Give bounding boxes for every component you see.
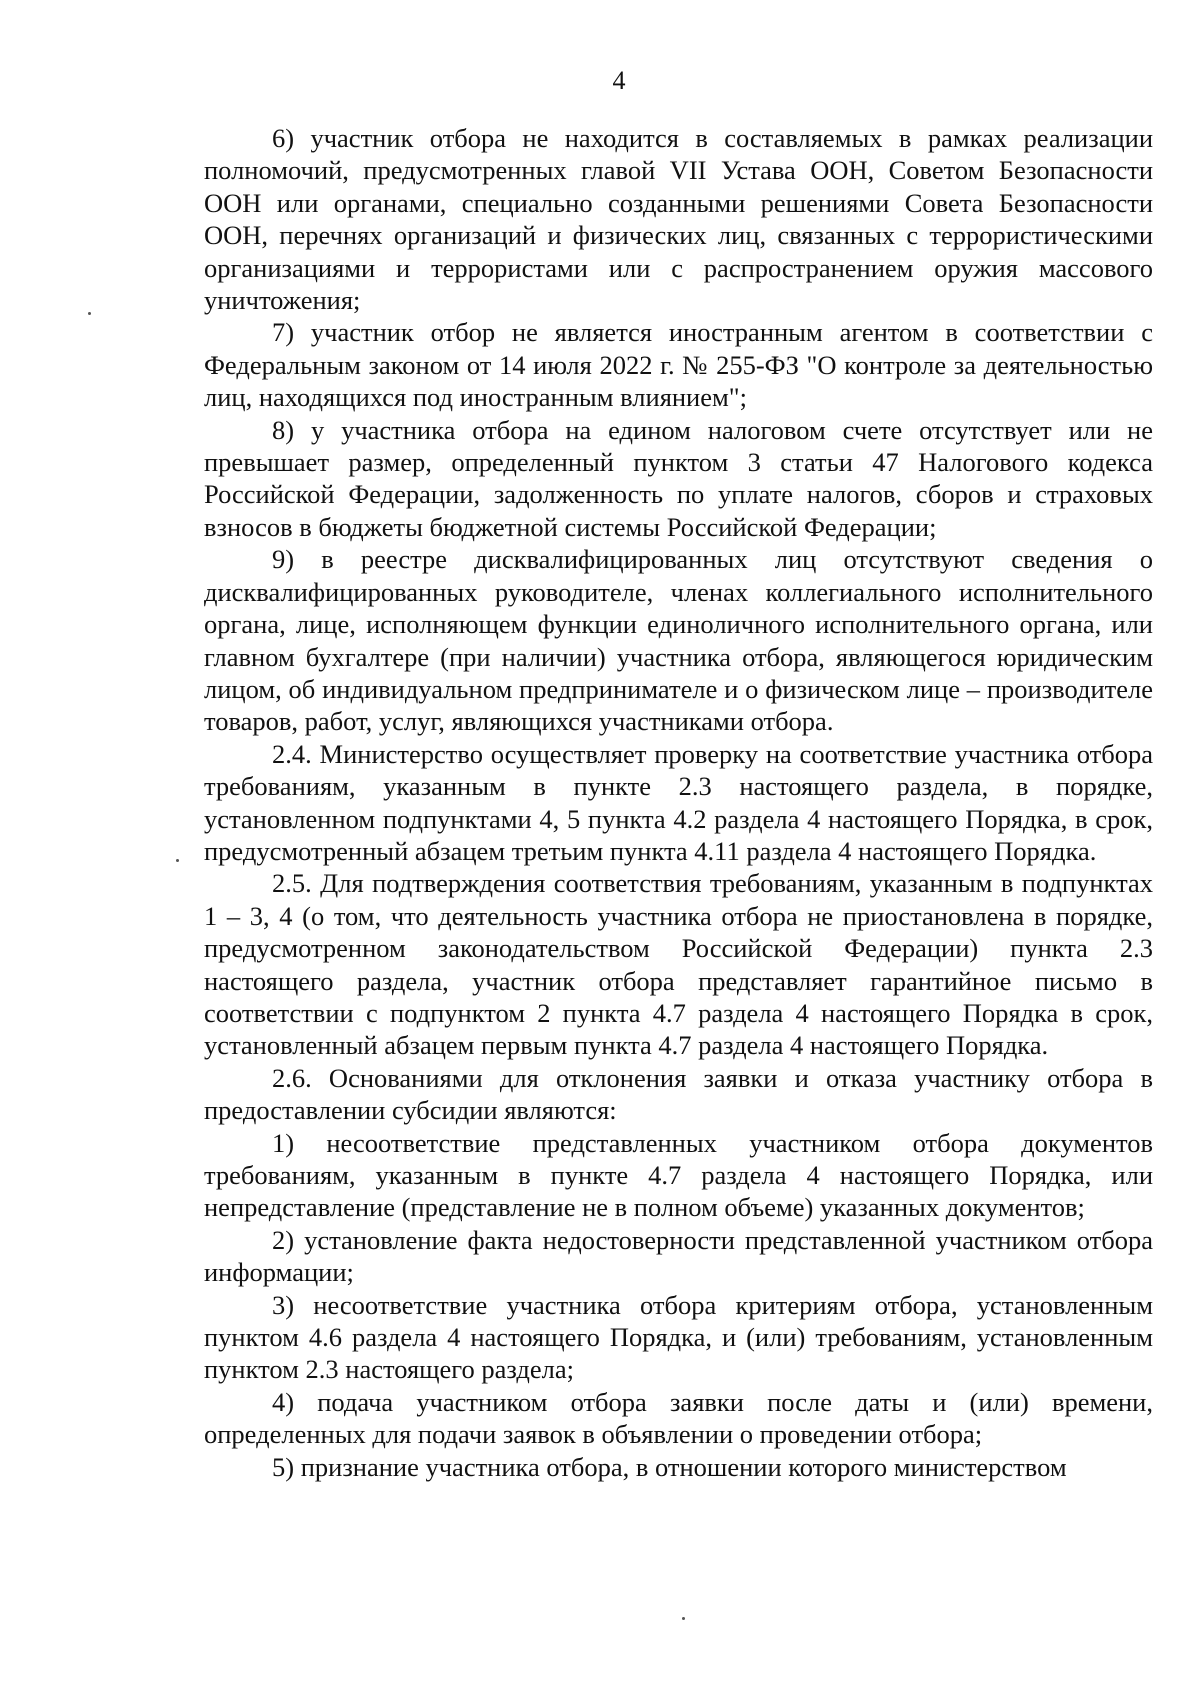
- page-number: 4: [612, 66, 626, 95]
- document-body: [204, 122, 1153, 1483]
- paragraph-ground-2: 2) установление факта недостоверности представленной участником отбора информации;: [204, 1224, 1153, 1288]
- paragraph-item-7: 7) участник отбор не является иностранным агентом в соответствии с Федеральным законом от 14 июля 2022 г. № 255-ФЗ "О контроле за деятельностью лиц, находящихся под иностранным влиянием";: [204, 317, 1153, 413]
- paragraph-item-9: 9) в реестре дисквалифицированных лиц отсутствуют сведения о дисквалифицированных руководителе, членах коллегиального исполнительного органа, лице, исполняющем функции единоличного исполнительного органа, или главном бухгалтере (при наличии) участника отбора, являющегося юридическим лицом, об индивидуальном предпринимателе и о физическом лице – производителе товаров, работ, услуг, являющихся участниками отбора.: [204, 544, 1153, 737]
- paragraph-item-8: 8) у участника отбора на едином налоговом счете отсутствует или не превышает размер, определенный пунктом 3 статьи 47 Налогового кодекса Российской Федерации, задолженность по уплате налогов, сборов и страховых взносов в бюджеты бюджетной системы Российской Федерации;: [204, 414, 1153, 542]
- scan-speck: [176, 859, 179, 862]
- paragraph-clause-2-4: 2.4. Министерство осуществляет проверку на соответствие участника отбора требованиям, указанным в пункте 2.3 настоящего раздела, в порядке, установленном подпунктами 4, 5 пункта 4.2 раздела 4 настоящего Порядка, в срок, предусмотренный абзацем третьим пункта 4.11 раздела 4 настоящего Порядка.: [204, 738, 1153, 866]
- scan-speck: [682, 1617, 685, 1620]
- scan-speck: [88, 312, 91, 315]
- paragraph-clause-2-5: 2.5. Для подтверждения соответствия требованиям, указанным в подпунктах 1 – 3, 4 (о том, что деятельность участника отбора не приостановлена в порядке, предусмотренном законодательством Российской Федерации) пункта 2.3 настоящего раздела, участник отбора представляет гарантийное письмо в соответствии с подпунктом 2 пункта 4.7 раздела 4 настоящего Порядка в срок, установленный абзацем первым пункта 4.7 раздела 4 настоящего Порядка.: [204, 868, 1153, 1061]
- paragraph-ground-4: 4) подача участником отбора заявки после даты и (или) времени, определенных для подачи заявок в объявлении о проведении отбора;: [204, 1386, 1153, 1450]
- paragraph-ground-5: 5) признание участника отбора, в отношении которого министерством: [272, 1451, 1067, 1482]
- paragraph-ground-3: 3) несоответствие участника отбора критериям отбора, установленным пунктом 4.6 раздела 4 настоящего Порядка, и (или) требованиям, установленным пунктом 2.3 настоящего раздела;: [204, 1289, 1153, 1385]
- paragraph-ground-1: 1) несоответствие представленных участником отбора документов требованиям, указанным в пункте 4.7 раздела 4 настоящего Порядка, или непредставление (представление не в полном объеме) указанных документов;: [204, 1127, 1153, 1223]
- paragraph-clause-2-6: 2.6. Основаниями для отклонения заявки и отказа участнику отбора в предоставлении субсидии являются:: [204, 1062, 1153, 1126]
- paragraph-item-6: 6) участник отбора не находится в составляемых в рамках реализации полномочий, предусмотренных главой VII Устава ООН, Советом Безопасности ООН или органами, специально созданными решениями Совета Безопасности ООН, перечнях организаций и физических лиц, связанных с террористическими организациями и террористами или с распространением оружия массового уничтожения;: [204, 123, 1153, 316]
